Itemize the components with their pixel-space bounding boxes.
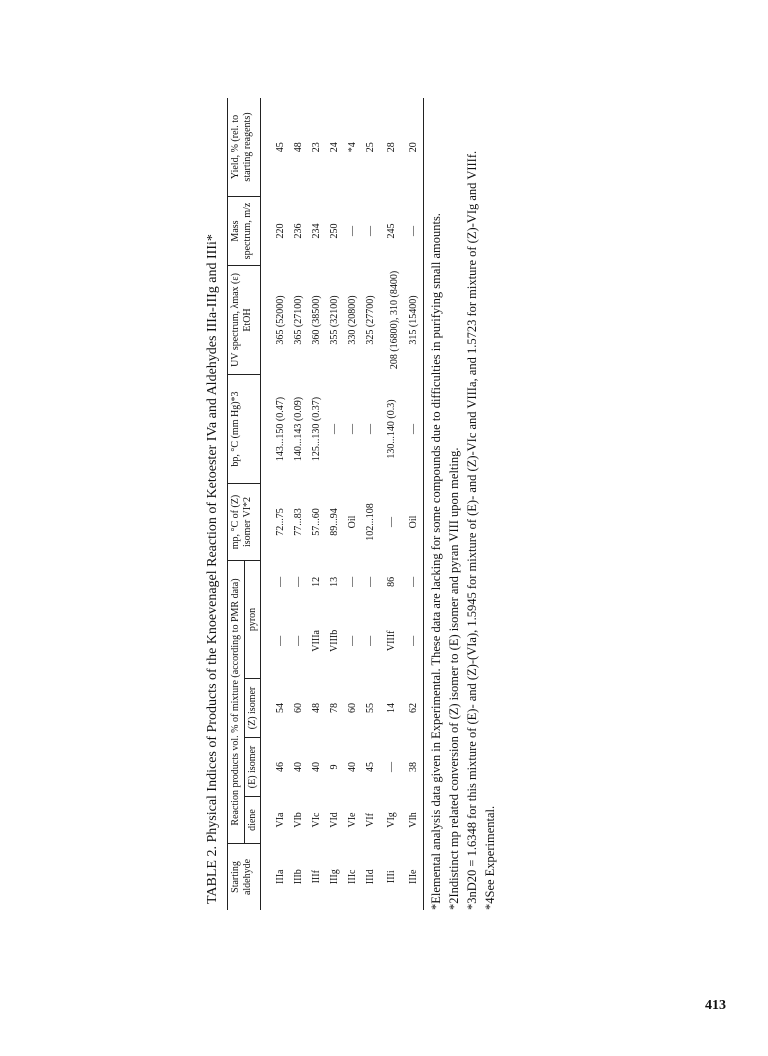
cell-bp: — xyxy=(403,375,424,484)
cell-pyron-id: VIIIa xyxy=(310,630,322,652)
page-number: 413 xyxy=(705,998,726,1013)
cell-pyron-pct: — xyxy=(274,576,286,587)
rotated-table-block xyxy=(205,90,525,910)
cell-z-isomer: 62 xyxy=(403,679,424,738)
cell-bp: 125...130 (0.37) xyxy=(310,396,322,462)
cell-mass: 250 xyxy=(328,223,340,239)
cell-z-isomer: 48 xyxy=(310,703,322,713)
cell-e-isomer: 45 xyxy=(364,762,376,772)
cell-e-isomer: 40 xyxy=(346,762,358,772)
cell-mass: 245 xyxy=(385,223,397,239)
cell-diene: VIf xyxy=(364,813,376,827)
cell-mass: — xyxy=(403,197,424,266)
cell-bp: 143...150 (0.47) xyxy=(274,396,286,462)
cell-e-isomer: 38 xyxy=(403,738,424,797)
header-bp: bp, °C (mm Hg)*3 xyxy=(228,375,261,484)
cell-pyron-pct: 86 xyxy=(385,576,397,587)
cell-diene: VId xyxy=(328,812,340,828)
cell-uv: 330 (20800) xyxy=(346,295,358,345)
cell-mp: Oil xyxy=(403,484,424,561)
table-row xyxy=(261,98,290,910)
cell-mass: 220 xyxy=(274,223,286,239)
cell-aldehyde: IIIc xyxy=(346,869,358,884)
cell-pyron-id: — xyxy=(346,635,358,646)
header-z-isomer: (Z) isomer xyxy=(244,679,261,738)
header-mp: mp, °C of (Z) isomer VI*2 xyxy=(228,484,261,561)
cell-z-isomer: 55 xyxy=(364,703,376,713)
header-reaction-products: Reaction products vol. % of mixture (according to PMR data) xyxy=(228,561,245,844)
cell-pyron-id: VIIIf xyxy=(385,630,397,652)
cell-pyron-pct: — xyxy=(403,561,424,604)
footnote: *3nD20 = 1.6348 for this mixture of (E)- and (Z)-(VIa), 1.5945 for mixture of (E)- and (Z)-VIc and VIIIa, and 1.5723 for mixture of (Z)-VIg and VIIIf. xyxy=(465,150,480,910)
cell-pyron-pct: 12 xyxy=(310,576,322,587)
header-pyron: pyron xyxy=(244,561,261,679)
header-starting-aldehyde: Starting aldehyde xyxy=(228,844,261,911)
cell-uv: 325 (27700) xyxy=(364,295,376,345)
cell-bp: 140...143 (0.09) xyxy=(292,396,304,462)
table-row xyxy=(361,98,379,910)
table-row xyxy=(379,98,403,910)
cell-pyron-id: — xyxy=(292,635,304,646)
cell-pyron-id: — xyxy=(364,635,376,646)
cell-pyron-pct: — xyxy=(292,576,304,587)
cell-uv: 315 (15400) xyxy=(403,266,424,375)
footnote: *Elemental analysis data given in Experimental. These data are lacking for some compounds due to difficulties in purifying small amounts. xyxy=(429,213,443,910)
data-table xyxy=(227,98,424,910)
cell-pyron-pct: 13 xyxy=(328,576,340,587)
cell-e-isomer: — xyxy=(385,762,397,772)
cell-bp: 130...140 (0.3) xyxy=(385,399,397,459)
header-diene: diene xyxy=(244,797,261,844)
cell-aldehyde: IIIg xyxy=(328,869,340,885)
cell-mp: — xyxy=(385,517,397,527)
table-row xyxy=(289,98,307,910)
table-row xyxy=(307,98,325,910)
cell-z-isomer: 54 xyxy=(274,703,286,713)
cell-pyron-id: VIIIb xyxy=(328,629,340,652)
cell-e-isomer: 40 xyxy=(310,762,322,772)
cell-mp: 89...94 xyxy=(328,508,340,536)
cell-aldehyde: IIIb xyxy=(292,869,304,885)
cell-mp: Oil xyxy=(346,515,358,529)
cell-mass: — xyxy=(346,226,358,236)
cell-uv: 208 (16800), 310 (8400) xyxy=(388,270,400,370)
cell-bp: — xyxy=(328,424,340,434)
cell-yield: 28 xyxy=(385,142,397,153)
cell-yield: 48 xyxy=(292,142,304,153)
cell-yield: 45 xyxy=(274,142,286,153)
cell-diene: VIa xyxy=(274,812,286,828)
cell-yield: 25 xyxy=(364,142,376,153)
cell-e-isomer: 46 xyxy=(274,762,286,772)
table-row xyxy=(325,98,343,910)
cell-mp: 72...75 xyxy=(274,508,286,536)
cell-yield: *4 xyxy=(346,142,358,153)
cell-uv: 365 (27100) xyxy=(292,295,304,345)
cell-aldehyde: IIIf xyxy=(310,870,322,884)
cell-mp: 77...83 xyxy=(292,508,304,536)
cell-aldehyde: IIIi xyxy=(385,870,397,884)
cell-diene: VIg xyxy=(385,812,397,828)
cell-diene: VIh xyxy=(403,797,424,844)
cell-aldehyde: IIIe xyxy=(403,844,424,911)
cell-diene: VIc xyxy=(310,812,322,828)
cell-bp: — xyxy=(364,424,376,434)
header-uv: UV spectrum, λmax (ε) EtOH xyxy=(228,266,261,375)
footnote: *2Indistinct mp related conversion of (Z) isomer to (E) isomer and pyran VIII upon melting. xyxy=(447,447,462,910)
cell-pyron-id: — xyxy=(274,635,286,646)
cell-mass: — xyxy=(364,226,376,236)
cell-z-isomer: 78 xyxy=(328,703,340,713)
footnote: *4See Experimental. xyxy=(483,805,498,910)
cell-yield: 24 xyxy=(328,142,340,153)
cell-e-isomer: 9 xyxy=(328,764,340,770)
cell-mp: 57...60 xyxy=(310,508,322,536)
cell-mass: 234 xyxy=(310,223,322,239)
cell-pyron-id: — xyxy=(403,603,424,678)
cell-e-isomer: 40 xyxy=(292,762,304,772)
cell-pyron-pct: — xyxy=(346,576,358,587)
cell-uv: 365 (52000) xyxy=(274,295,286,345)
footnotes xyxy=(427,98,500,910)
cell-diene: VIb xyxy=(292,812,304,828)
cell-uv: 355 (32100) xyxy=(328,295,340,345)
cell-mp: 102...108 xyxy=(364,503,376,541)
cell-aldehyde: IIIa xyxy=(274,869,286,884)
cell-z-isomer: 60 xyxy=(292,703,304,713)
cell-z-isomer: 14 xyxy=(385,703,397,713)
cell-yield: 20 xyxy=(403,98,424,197)
cell-mass: 236 xyxy=(292,223,304,239)
cell-z-isomer: 60 xyxy=(346,703,358,713)
cell-pyron-pct: — xyxy=(364,576,376,587)
cell-uv: 360 (38500) xyxy=(310,295,322,345)
table-row xyxy=(403,98,424,910)
cell-yield: 23 xyxy=(310,142,322,153)
cell-diene: VIe xyxy=(346,812,358,828)
header-e-isomer: (E) isomer xyxy=(244,738,261,797)
cell-bp: — xyxy=(346,424,358,434)
header-yield: Yield, % (rel. to starting reagents) xyxy=(228,98,261,197)
table-row xyxy=(343,98,361,910)
header-mass: Mass spectrum, m/z xyxy=(228,197,261,266)
cell-aldehyde: IIId xyxy=(364,869,376,885)
table-title: TABLE 2. Physical Indices of Products of the Knoevenagel Reaction of Ketoester IVa and Aldehydes IIIa-IIIg and IIIi* xyxy=(205,234,220,904)
